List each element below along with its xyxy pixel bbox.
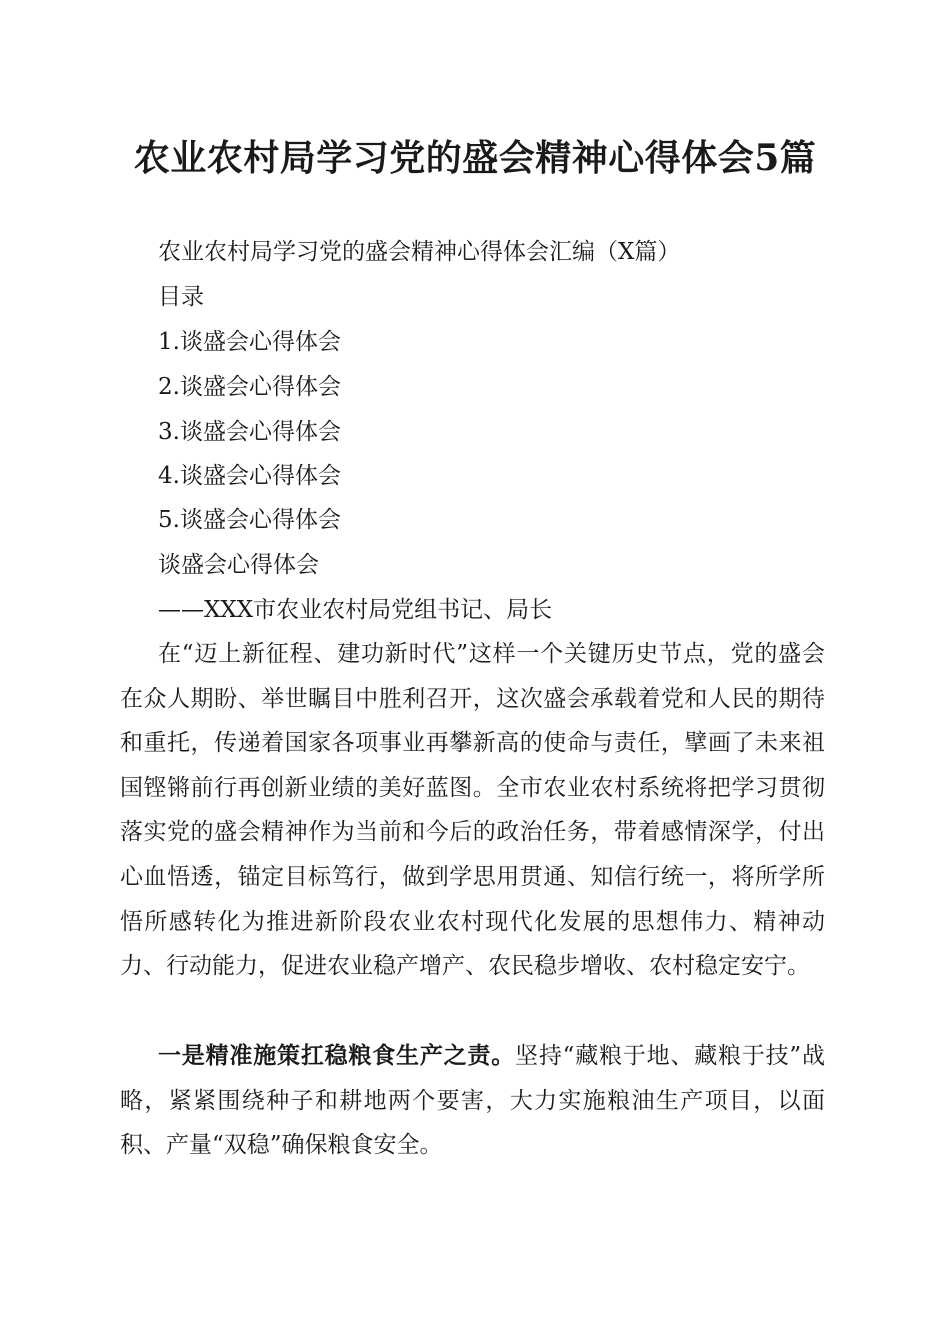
toc-item-4: 4.谈盛会心得体会	[158, 463, 341, 489]
toc-item-3: 3.谈盛会心得体会	[158, 419, 341, 445]
document-subtitle: 农业农村局学习党的盛会精神心得体会汇编（X篇）	[158, 239, 681, 265]
paragraph-2-rest: 坚持“藏粮于地、藏粮于技”战略，紧紧围绕种子和耕地两个要害，大力实施粮油生产项目，以面积、产量“双稳”确保粮食安全。	[120, 1043, 825, 1159]
paragraph-2	[120, 1034, 825, 1168]
author-line: ——XXX市农业农村局党组书记、局长	[158, 597, 553, 623]
paragraph-2-lead: 一是精准施策扛稳粮食生产之责。	[158, 1042, 516, 1069]
toc-item-1: 1.谈盛会心得体会	[158, 329, 341, 355]
toc-item-5: 5.谈盛会心得体会	[158, 507, 341, 533]
article-title: 谈盛会心得体会	[158, 552, 319, 578]
document-title: 农业农村局学习党的盛会精神心得体会5篇	[133, 137, 817, 179]
toc-heading: 目录	[158, 284, 204, 310]
paragraph-1: 在“迈上新征程、建功新时代”这样一个关键历史节点，党的盛会在众人期盼、举世瞩目中胜利召开，这次盛会承载着党和人民的期待和重托，传递着国家各项事业再攀新高的使命与责任，擘画了未来祖国铿锵前行再创新业绩的美好蓝图。全市农业农村系统将把学习贯彻落实党的盛会精神作为当前和今后的政治任务，带着感情深学，付出心血悟透，锚定目标笃行，做到学思用贯通、知信行统一，将所学所悟所感转化为推进新阶段农业农村现代化发展的思想伟力、精神动力、行动能力，促进农业稳产增产、农民稳步增收、农村稳定安宁。	[120, 641, 825, 980]
toc-item-2: 2.谈盛会心得体会	[158, 374, 341, 400]
